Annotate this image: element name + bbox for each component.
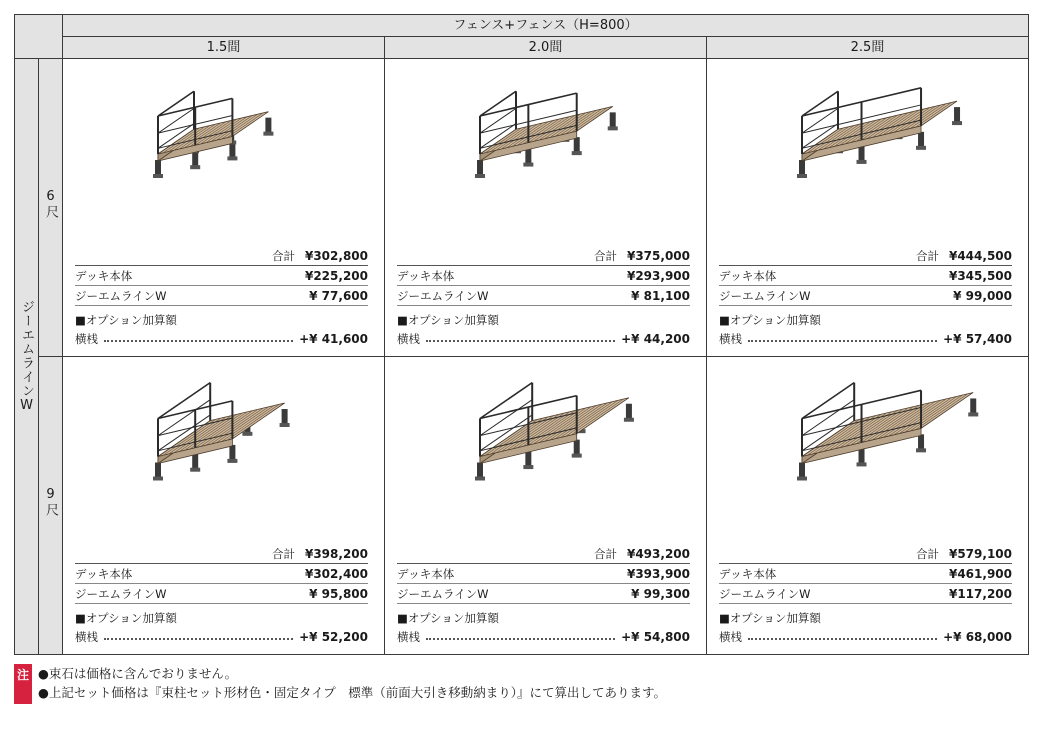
deck-illustration — [767, 79, 997, 219]
leader-dots — [748, 638, 937, 640]
price-info — [75, 246, 368, 348]
yokosan-label: 横桟 — [75, 331, 98, 346]
note-line-1: ●束石は価格に含んでおりません。 — [38, 666, 238, 681]
total-label: 合計 — [271, 546, 295, 561]
option-heading: ■オプション加算額 — [719, 312, 821, 327]
deck-illustration — [123, 377, 353, 517]
deck-illustration — [445, 377, 675, 517]
option-value: +¥ 44,200 — [621, 331, 690, 346]
deck-label: デッキ本体 — [397, 566, 455, 581]
price-cell — [707, 59, 1029, 357]
price-info — [75, 544, 368, 646]
deck-illustration — [767, 377, 997, 517]
deck-value: ¥393,900 — [626, 566, 690, 581]
row-header-9shaku — [39, 357, 63, 655]
total-label: 合計 — [915, 546, 939, 561]
fence-label: ジーエムラインW — [719, 288, 811, 303]
deck-value: ¥345,500 — [948, 268, 1012, 283]
total-label: 合計 — [271, 248, 295, 263]
fence-value: ¥ 99,300 — [631, 586, 690, 601]
leader-dots — [748, 340, 937, 342]
deck-illustration — [445, 79, 675, 219]
yokosan-label: 横桟 — [719, 331, 742, 346]
total-label: 合計 — [593, 248, 617, 263]
yokosan-label: 横桟 — [75, 629, 98, 644]
yokosan-label: 横桟 — [397, 331, 420, 346]
leader-dots — [426, 340, 615, 342]
yokosan-label: 横桟 — [397, 629, 420, 644]
total-value: ¥398,200 — [304, 546, 368, 561]
price-info — [719, 246, 1012, 348]
option-value: +¥ 54,800 — [621, 629, 690, 644]
option-heading: ■オプション加算額 — [75, 312, 177, 327]
note-line-2: ●上記セット価格は『束柱セット形材色・固定タイプ 標準（前面大引き移動納まり）』にて算出してあります。 — [38, 685, 667, 700]
total-value: ¥444,500 — [948, 248, 1012, 263]
option-value: +¥ 52,200 — [299, 629, 368, 644]
price-cell — [63, 59, 385, 357]
fence-label: ジーエムラインW — [397, 288, 489, 303]
leader-dots — [104, 340, 293, 342]
series-label-cell — [15, 59, 39, 655]
total-value: ¥375,000 — [626, 248, 690, 263]
total-value: ¥302,800 — [304, 248, 368, 263]
option-value: +¥ 68,000 — [943, 629, 1012, 644]
deck-value: ¥302,400 — [304, 566, 368, 581]
price-info — [719, 544, 1012, 646]
row-label: 9尺 — [43, 487, 58, 517]
total-label: 合計 — [915, 248, 939, 263]
column-header-1: 1.5間 — [63, 37, 385, 59]
price-cell — [385, 59, 707, 357]
total-label: 合計 — [593, 546, 617, 561]
fence-label: ジーエムラインW — [397, 586, 489, 601]
option-heading: ■オプション加算額 — [75, 610, 177, 625]
fence-label: ジーエムラインW — [75, 288, 167, 303]
fence-value: ¥117,200 — [948, 586, 1012, 601]
price-cell — [707, 357, 1029, 655]
note-badge: 注 — [14, 664, 32, 704]
series-label: ジーエムラインW — [19, 299, 34, 414]
column-header-3: 2.5間 — [707, 37, 1029, 59]
fence-value: ¥ 99,000 — [953, 288, 1012, 303]
row-label: 6尺 — [43, 189, 58, 219]
leader-dots — [426, 638, 615, 640]
notes-section — [14, 664, 1028, 702]
fence-label: ジーエムラインW — [75, 586, 167, 601]
option-value: +¥ 41,600 — [299, 331, 368, 346]
price-table — [14, 14, 1029, 655]
group-header: フェンス+フェンス（H=800） — [63, 15, 1029, 37]
yokosan-label: 横桟 — [719, 629, 742, 644]
deck-label: デッキ本体 — [719, 268, 777, 283]
deck-label: デッキ本体 — [397, 268, 455, 283]
option-value: +¥ 57,400 — [943, 331, 1012, 346]
price-cell — [385, 357, 707, 655]
deck-illustration — [123, 79, 353, 219]
row-header-6shaku — [39, 59, 63, 357]
deck-label: デッキ本体 — [75, 566, 133, 581]
option-heading: ■オプション加算額 — [397, 610, 499, 625]
fence-value: ¥ 81,100 — [631, 288, 690, 303]
deck-label: デッキ本体 — [719, 566, 777, 581]
option-heading: ■オプション加算額 — [397, 312, 499, 327]
price-info — [397, 544, 690, 646]
price-cell — [63, 357, 385, 655]
price-info — [397, 246, 690, 348]
leader-dots — [104, 638, 293, 640]
deck-value: ¥293,900 — [626, 268, 690, 283]
deck-value: ¥461,900 — [948, 566, 1012, 581]
corner-cell — [15, 15, 63, 59]
fence-value: ¥ 77,600 — [309, 288, 368, 303]
deck-label: デッキ本体 — [75, 268, 133, 283]
total-value: ¥579,100 — [948, 546, 1012, 561]
fence-label: ジーエムラインW — [719, 586, 811, 601]
fence-value: ¥ 95,800 — [309, 586, 368, 601]
option-heading: ■オプション加算額 — [719, 610, 821, 625]
price-table-container — [14, 14, 1028, 660]
total-value: ¥493,200 — [626, 546, 690, 561]
deck-value: ¥225,200 — [304, 268, 368, 283]
column-header-2: 2.0間 — [385, 37, 707, 59]
